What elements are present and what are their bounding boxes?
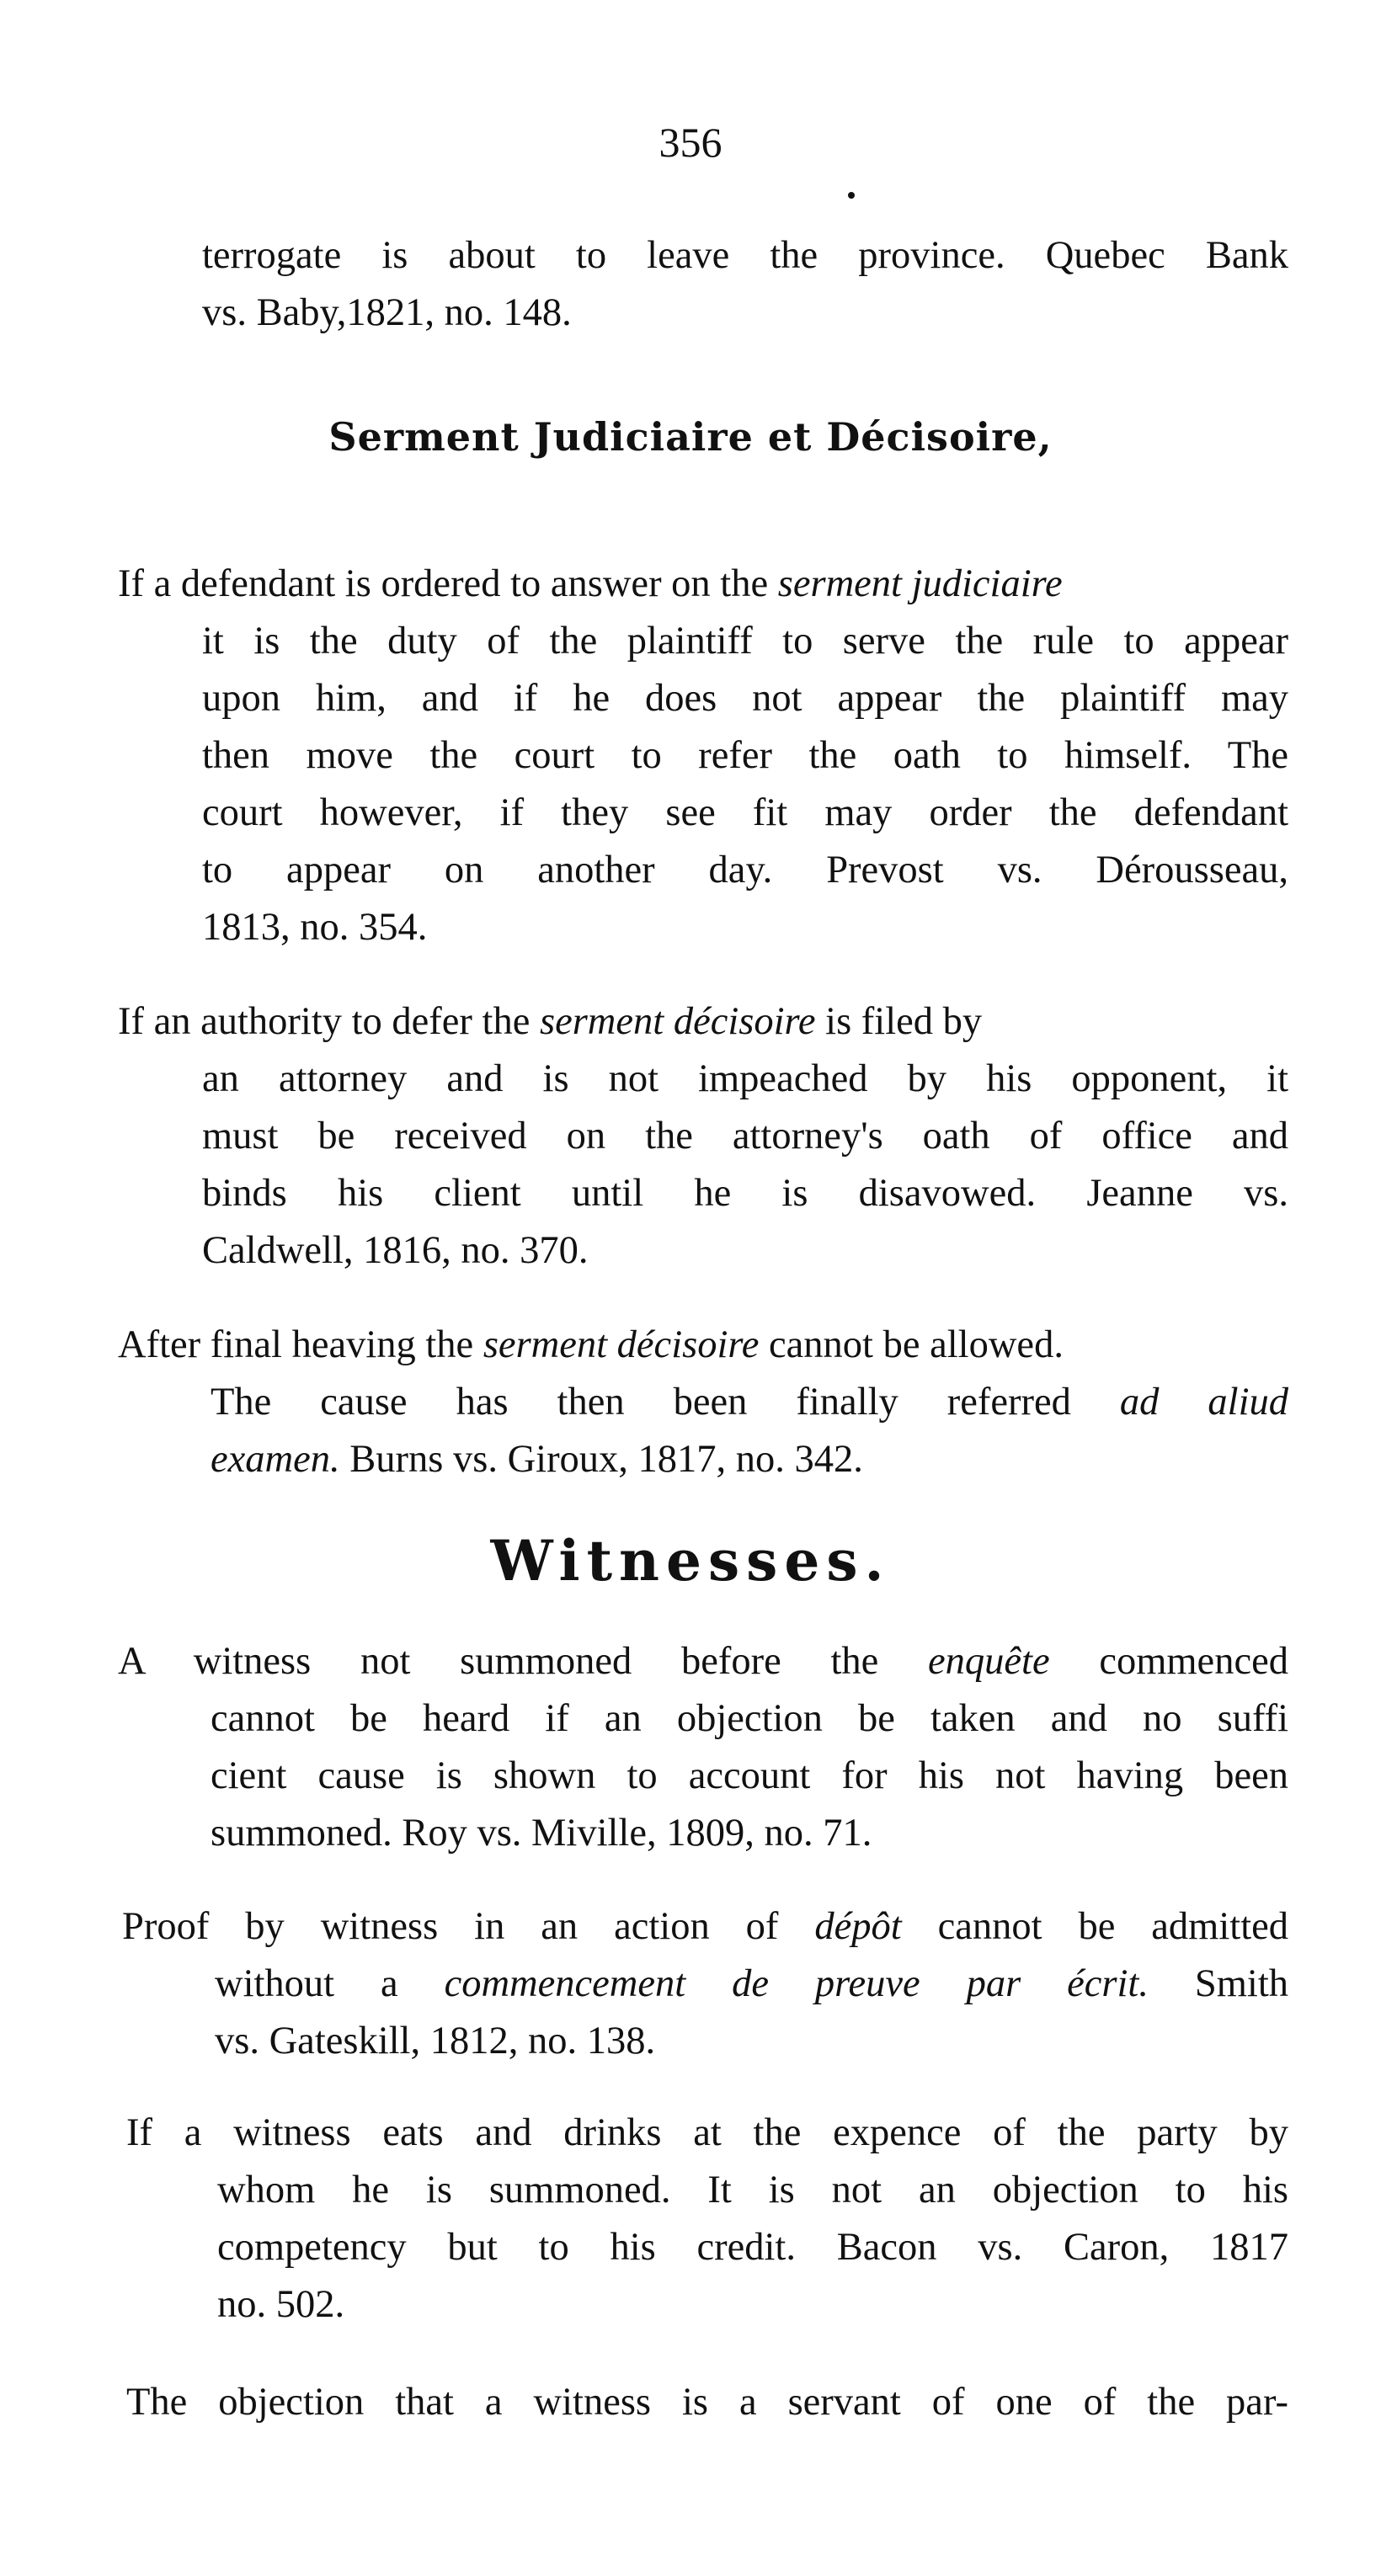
text-line [118, 993, 1288, 1051]
text-line: upon him, and if he does not appear the plaintiff may [202, 677, 1288, 720]
text-line: whom he is summoned. It is not an objection to his [217, 2169, 1288, 2211]
entry-paragraph [122, 1898, 1288, 2070]
text-line: to appear on another day. Prevost vs. Dérousseau, [202, 849, 1288, 891]
text-run: The cause has then been finally referred [211, 1381, 1120, 1424]
text-line [118, 1317, 1288, 1374]
text-line: summoned. Roy vs. Miville, 1809, no. 71. [211, 1812, 872, 1855]
page-number: 356 [659, 119, 722, 166]
entry-paragraph [126, 2105, 1288, 2334]
text-run: If a defendant is ordered to answer on the [118, 562, 778, 605]
entry-paragraph [126, 2374, 1288, 2431]
text-run: Burns vs. Giroux, 1817, no. 342. [339, 1438, 863, 1481]
text-line: cient cause is shown to account for his not having been [211, 1754, 1288, 1797]
text-line [122, 1898, 1288, 1956]
italic-term: commencement de preuve par écrit. [444, 1962, 1149, 2005]
italic-term: examen. [211, 1438, 340, 1481]
text-line: binds his client until he is disavowed. Jeanne vs. [202, 1172, 1288, 1215]
text-run: If an authority to defer the [118, 1000, 540, 1043]
text-run: Smith [1148, 1962, 1288, 2005]
text-run: cannot be allowed. [759, 1323, 1064, 1366]
text-line [211, 1374, 1288, 1431]
entry-paragraph [118, 1633, 1288, 1862]
text-run: is filed by [815, 1000, 983, 1043]
italic-term: serment judiciaire [777, 562, 1063, 605]
text-line: vs. Gateskill, 1812, no. 138. [215, 2020, 656, 2062]
text-line: must be received on the attorney's oath of office and [202, 1115, 1288, 1158]
text-line: no. 502. [217, 2283, 345, 2326]
text-line: Caldwell, 1816, no. 370. [202, 1229, 589, 1272]
text-line: an attorney and is not impeached by his opponent, it [202, 1057, 1288, 1100]
italic-term: serment décisoire [539, 1000, 816, 1043]
text-line: The objection that a witness is a servant of one of the par- [126, 2381, 1288, 2424]
entry-paragraph [118, 993, 1288, 1280]
italic-term: ad aliud [1119, 1381, 1288, 1424]
text-run: Proof by witness in an action of [122, 1905, 815, 1948]
italic-term: enquête [928, 1640, 1050, 1683]
text-line: 1813, no. 354. [202, 906, 428, 949]
italic-term: dépôt [814, 1905, 902, 1948]
text-line [118, 1633, 1288, 1690]
text-run: cannot be admitted [901, 1905, 1288, 1948]
text-line: competency but to his credit. Bacon vs. Caron, 1817 [217, 2226, 1288, 2269]
text-line: court however, if they see fit may order the defendant [202, 791, 1288, 834]
entry-paragraph [118, 556, 1288, 956]
section-heading-witnesses: Witnesses. [490, 1528, 891, 1594]
text-line: If a witness eats and drinks at the expence of the party by [126, 2111, 1288, 2154]
text-run: without a [215, 1962, 445, 2005]
section-heading-serment: Serment Judiciaire et Décisoire, [328, 414, 1053, 460]
text-line: then move the court to refer the oath to himself. The [202, 734, 1288, 777]
italic-term: serment décisoire [483, 1323, 760, 1366]
text-line: it is the duty of the plaintiff to serve the rule to appear [202, 620, 1288, 663]
entry-paragraph [118, 1317, 1288, 1488]
text-line: terrogate is about to leave the province. Quebec Bank [202, 234, 1288, 277]
text-run: A witness not summoned before the [118, 1640, 928, 1683]
text-line [211, 1431, 1288, 1488]
text-line: cannot be heard if an objection be taken and no suffi [211, 1697, 1288, 1740]
text-line [215, 1956, 1288, 2013]
text-line: vs. Baby,1821, no. 148. [202, 291, 572, 334]
text-line [118, 556, 1288, 613]
text-run: After final heaving the [118, 1323, 483, 1366]
printing-speck [848, 192, 855, 199]
continuation-paragraph [202, 227, 1288, 342]
text-run: commenced [1049, 1640, 1288, 1683]
